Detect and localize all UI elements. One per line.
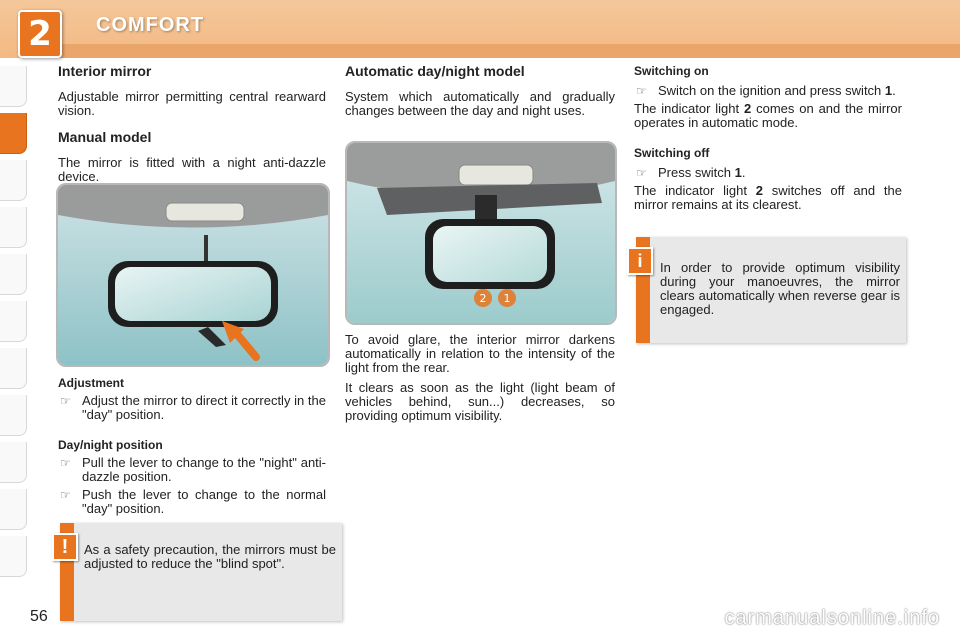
pointing-hand-icon: ☞ — [60, 394, 71, 408]
day-night-item: ☞ Push the lever to change to the normal "day" position. — [60, 487, 326, 516]
switching-off-item: ☞ Press switch 1. — [636, 165, 746, 180]
glare-text: To avoid glare, the interior mirror darkens automatically in relation to the intensity of the light from the rear. — [345, 332, 615, 375]
pointing-hand-icon: ☞ — [60, 456, 71, 470]
chapter-tab-active[interactable] — [0, 113, 27, 154]
interior-mirror-heading: Interior mirror — [58, 63, 152, 79]
middle-column — [345, 64, 615, 118]
info-icon: i — [627, 247, 653, 275]
chapter-tab[interactable] — [0, 160, 27, 201]
automatic-model-text: System which automatically and gradually changes between the day and night uses. — [345, 89, 615, 118]
switch-1-label: 1 — [503, 292, 511, 305]
chapter-tab[interactable] — [0, 536, 27, 577]
adjustment-section — [58, 376, 326, 516]
info-note — [636, 237, 906, 343]
chapter-tab[interactable] — [0, 207, 27, 248]
chapter-tab[interactable] — [0, 254, 27, 295]
chapter-tab[interactable] — [0, 301, 27, 342]
switching-on-item: ☞ Switch on the ignition and press switch 1. — [636, 83, 896, 98]
auto-mirror-illustration — [345, 141, 617, 325]
glare-section — [345, 333, 615, 423]
adjustment-item: ☞ Adjust the mirror to direct it correctly in the "day" position. — [60, 393, 326, 422]
chapter-tab[interactable] — [0, 489, 27, 530]
page-title: COMFORT — [96, 14, 205, 36]
interior-mirror-text: Adjustable mirror permitting central rearward vision. — [58, 89, 326, 118]
warning-text: As a safety precaution, the mirrors must be adjusted to reduce the "blind spot". — [84, 542, 336, 571]
indicator-2-label: 2 — [479, 292, 487, 305]
chapter-number-badge: 2 — [18, 10, 62, 58]
left-column — [58, 64, 326, 184]
automatic-model-heading: Automatic day/night model — [345, 63, 525, 79]
day-night-heading: Day/night position — [58, 438, 163, 452]
chapter-tab[interactable] — [0, 395, 27, 436]
pointing-hand-icon: ☞ — [636, 84, 647, 98]
switching-on-text: The indicator light 2 comes on and the mirror operates in automatic mode. — [634, 101, 902, 130]
switching-off-heading: Switching off — [634, 146, 710, 160]
warning-icon: ! — [52, 533, 78, 561]
watermark: carmanualsonline.info — [724, 607, 940, 629]
day-night-item: ☞ Pull the lever to change to the "night" anti-dazzle position. — [60, 455, 326, 484]
adjustment-heading: Adjustment — [58, 376, 124, 390]
pointing-hand-icon: ☞ — [636, 166, 647, 180]
chapter-tab[interactable] — [0, 348, 27, 389]
clear-text: It clears as soon as the light (light beam of vehicles behind, sun...) decreases, so providing optimum visibility. — [345, 380, 615, 423]
page-number: 56 — [30, 608, 48, 625]
warning-note — [60, 523, 342, 621]
chapter-tabs — [0, 66, 34, 583]
info-text: In order to provide optimum visibility during your manoeuvres, the mirror clears automatically when reverse gear is engaged. — [660, 260, 900, 317]
chapter-tab[interactable] — [0, 442, 27, 483]
manual-mirror-illustration — [56, 183, 330, 367]
right-column — [634, 64, 902, 212]
pointing-hand-icon: ☞ — [60, 488, 71, 502]
manual-model-heading: Manual model — [58, 129, 152, 145]
manual-model-text: The mirror is fitted with a night anti-dazzle device. — [58, 155, 326, 184]
chapter-tab[interactable] — [0, 66, 27, 107]
switching-off-text: The indicator light 2 switches off and the mirror remains at its clearest. — [634, 183, 902, 212]
switching-on-heading: Switching on — [634, 64, 709, 78]
